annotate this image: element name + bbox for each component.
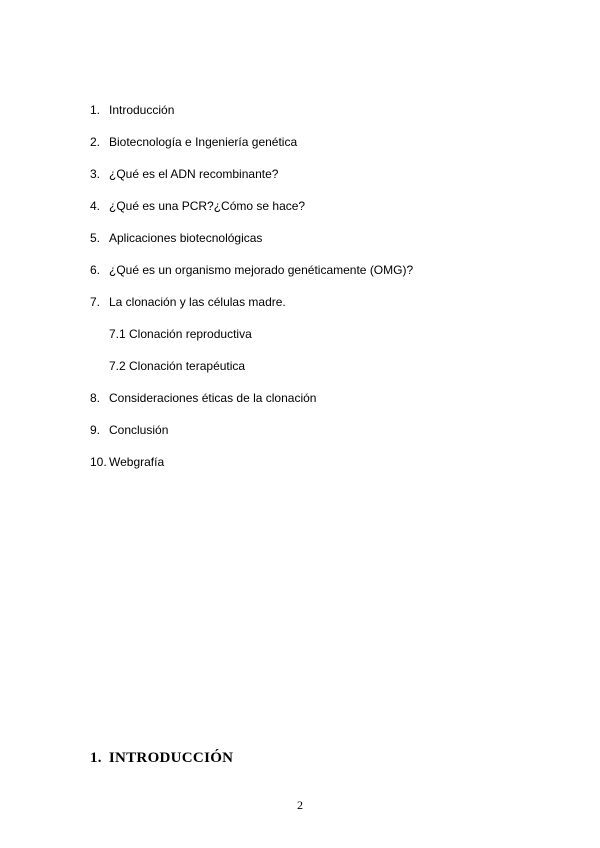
toc-item-number: 3. <box>90 167 101 181</box>
section-heading <box>90 750 233 767</box>
toc-item-number: 7. <box>90 295 101 309</box>
section-heading-title: INTRODUCCIÓN <box>108 750 234 766</box>
toc-item-label: Biotecnología e Ingeniería genética <box>109 135 298 149</box>
toc-item-label: Aplicaciones biotecnológicas <box>109 231 263 245</box>
toc-item-label: ¿Qué es el ADN recombinante? <box>109 167 279 181</box>
toc-item-number: 8. <box>90 391 101 405</box>
toc-item-number: 4. <box>90 199 101 213</box>
toc-item-number: 5. <box>90 231 101 245</box>
toc-item-number: 2. <box>90 135 101 149</box>
toc-item-label: ¿Qué es un organismo mejorado genéticamente (OMG)? <box>109 263 414 277</box>
toc-item-number: 1. <box>90 103 101 117</box>
section-heading-number: 1. <box>90 750 102 766</box>
toc-item-label: 7.2 Clonación terapéutica <box>109 359 246 373</box>
toc-item-label: ¿Qué es una PCR?¿Cómo se hace? <box>109 199 306 213</box>
toc-item-label: Webgrafía <box>109 455 165 469</box>
toc-item-label: La clonación y las células madre. <box>109 295 286 309</box>
page-number: 2 <box>297 798 303 812</box>
toc-item-label: Conclusión <box>109 423 169 437</box>
toc-item-label: 7.1 Clonación reproductiva <box>109 327 252 341</box>
toc-item-number: 6. <box>90 263 101 277</box>
toc-item-number: 10. <box>90 455 107 469</box>
toc-item-number: 9. <box>90 423 101 437</box>
toc-item-label: Consideraciones éticas de la clonación <box>109 391 317 405</box>
toc-item-label: Introducción <box>109 103 175 117</box>
